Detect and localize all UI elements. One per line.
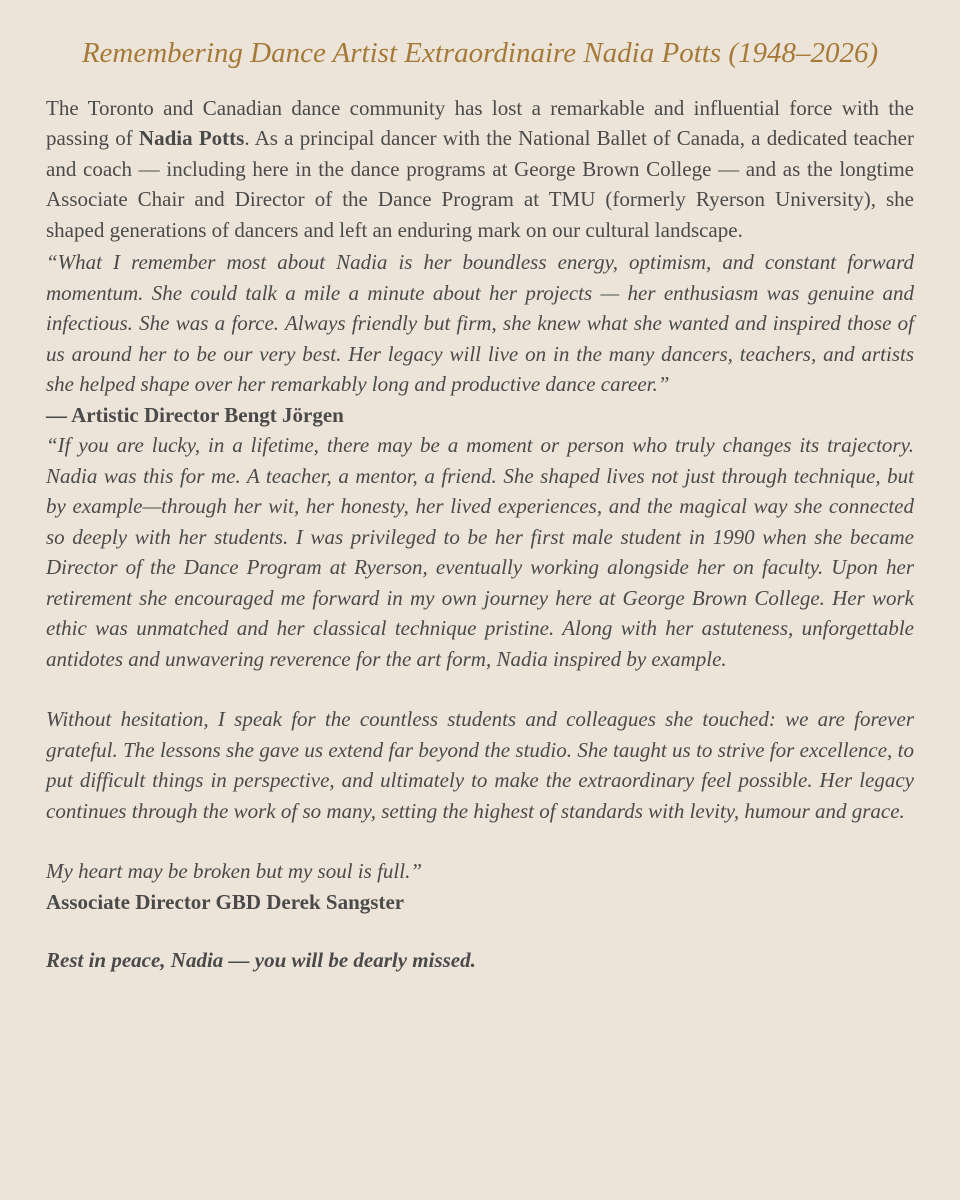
quote-derek-sangster-part-1: “If you are lucky, in a lifetime, there may be a moment or person who truly changes its trajectory. Nadia was this for me. A teacher, a mentor, a friend. She shaped lives not just through technique, but by example—through her wit, her honesty, her lived experiences, and the magical way she connected so deeply with her students. I was privileged to be her first male student in 1990 when she became Director of the Dance Program at Ryerson, eventually working alongside her on faculty. Upon her retirement she encouraged me forward in my own journey here at George Brown College. Her work ethic was unmatched and her classical technique pristine. Along with her astuteness, unforgettable antidotes and unwavering reverence for the art form, Nadia inspired by example. <box>46 433 914 671</box>
intro-paragraph <box>46 93 914 246</box>
intro-text-start: The Toronto and Canadian dance community has lost a remarkable and influential force with the passing of <box>46 95 914 151</box>
attribution-bengt-jorgen: — Artistic Director Bengt Jörgen <box>46 402 344 427</box>
page-title: Remembering Dance Artist Extraordinaire Nadia Potts (1948–2026) <box>81 37 879 69</box>
honoree-name: Nadia Potts <box>138 126 245 151</box>
quote-derek-sangster-part-2: Without hesitation, I speak for the countless students and colleagues she touched: we are forever grateful. The lessons she gave us extend far beyond the studio. She taught us to strive for excellence, to put difficult things in perspective, and ultimately to make the extraordinary feel possible. Her legacy continues through the work of so many, setting the highest of standards with levity, humour and grace. <box>46 707 914 823</box>
intro-text-end: . As a principal dancer with the National Ballet of Canada, a dedicated teacher and coach — including here in the dance programs at George Brown College — and as the longtime Associate Chair and Director of the Dance Program at TMU (formerly Ryerson University), she shaped generations of dancers and left an enduring mark on our cultural landscape. <box>46 126 914 242</box>
quote-bengt-jorgen: “What I remember most about Nadia is her boundless energy, optimism, and constant forward momentum. She could talk a mile a minute about her projects — her enthusiasm was genuine and infectious. She was a force. Always friendly but firm, she knew what she wanted and inspired those of us around her to be our very best. Her legacy will live on in the many dancers, teachers, and artists she helped shape over her remarkably long and productive dance career.” <box>46 250 914 397</box>
quote-derek-sangster-part-3: My heart may be broken but my soul is full.” <box>46 859 423 884</box>
attribution-derek-sangster: Associate Director GBD Derek Sangster <box>46 889 405 914</box>
closing-message: Rest in peace, Nadia — you will be dearly missed. <box>46 948 476 973</box>
